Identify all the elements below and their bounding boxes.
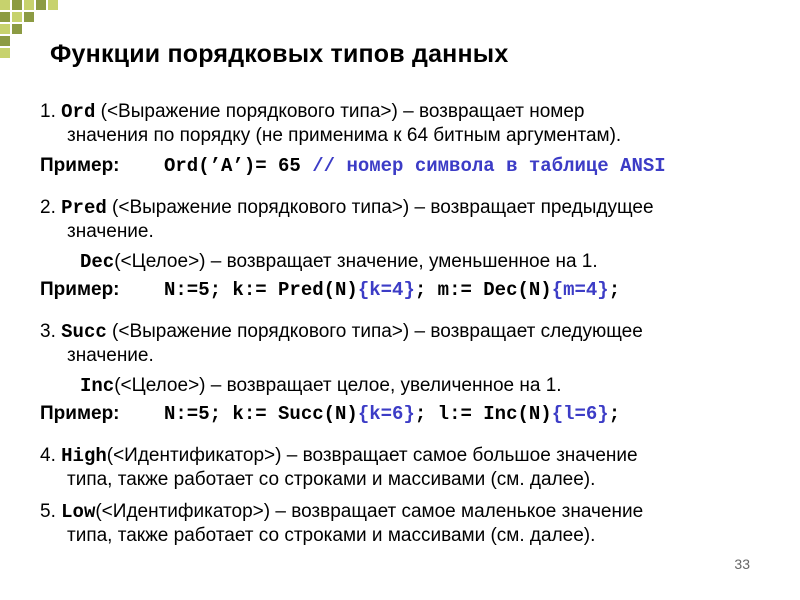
- item-high-line2: типа, также работает со строками и массивами (см. далее).: [67, 469, 596, 490]
- function-name: Pred: [61, 197, 107, 219]
- function-name: High: [61, 445, 107, 467]
- item-number: 1.: [40, 101, 56, 122]
- item-high-line1: [40, 444, 780, 468]
- deco-square: [24, 0, 34, 10]
- code-comment: {k=6}: [357, 403, 415, 425]
- item-low-line1: [40, 500, 780, 524]
- item-description: (<Идентификатор>) – возвращает самое большое значение: [106, 445, 638, 466]
- item-inc: [40, 374, 780, 398]
- item-pred-line1: [40, 196, 780, 220]
- slide-number: 33: [734, 556, 750, 572]
- example-code: ; m:= Dec(N): [414, 279, 552, 301]
- item-ord-line1: [40, 100, 780, 124]
- function-name: Succ: [61, 321, 107, 343]
- item-description: (<Выражение порядкового типа>) – возвращает предыдущее: [106, 197, 654, 218]
- example-label: Пример:: [40, 279, 120, 300]
- deco-square: [36, 0, 46, 10]
- deco-square: [12, 12, 22, 22]
- example-succ: [40, 402, 780, 426]
- item-number: 3.: [40, 321, 56, 342]
- item-succ-line2: значение.: [67, 345, 154, 366]
- example-pred: [40, 278, 780, 302]
- item-description: (<Идентификатор>) – возвращает самое маленькое значение: [95, 501, 644, 522]
- item-succ-line1: [40, 320, 780, 344]
- code-comment: {k=4}: [357, 279, 415, 301]
- deco-square: [0, 12, 10, 22]
- deco-square: [24, 12, 34, 22]
- code-comment: // номер символа в таблице ANSI: [312, 155, 666, 177]
- deco-square: [0, 48, 10, 58]
- code-comment: {m=4}: [551, 279, 609, 301]
- example-code: ;: [608, 279, 621, 301]
- deco-square: [0, 0, 10, 10]
- item-description: (<Целое>) – возвращает целое, увеличенное на 1.: [114, 375, 562, 396]
- function-name: Low: [61, 501, 96, 523]
- item-description: (<Целое>) – возвращает значение, уменьшенное на 1.: [114, 251, 598, 272]
- code-comment: {l=6}: [551, 403, 609, 425]
- deco-square: [12, 24, 22, 34]
- example-ord: [40, 154, 780, 178]
- deco-square: [12, 0, 22, 10]
- function-name: Dec: [80, 251, 115, 273]
- item-number: 5.: [40, 501, 56, 522]
- deco-square: [0, 36, 10, 46]
- item-description: (<Выражение порядкового типа>) – возвращает номер: [95, 101, 585, 122]
- item-ord-line2: значения по порядку (не применима к 64 битным аргументам).: [67, 125, 622, 146]
- deco-square: [0, 24, 10, 34]
- example-code: Ord(’A’)= 65: [164, 155, 313, 177]
- item-pred-line2: значение.: [67, 221, 154, 242]
- example-code: N:=5; k:= Pred(N): [164, 279, 358, 301]
- function-name: Ord: [61, 101, 96, 123]
- slide-title: Функции порядковых типов данных: [50, 40, 509, 68]
- item-dec: [40, 250, 780, 274]
- example-label: Пример:: [40, 155, 120, 176]
- item-description: (<Выражение порядкового типа>) – возвращает следующее: [106, 321, 643, 342]
- item-number: 4.: [40, 445, 56, 466]
- slide-content: [40, 100, 780, 548]
- example-code: ;: [608, 403, 621, 425]
- example-code: ; l:= Inc(N): [414, 403, 552, 425]
- function-name: Inc: [80, 375, 115, 397]
- example-label: Пример:: [40, 403, 120, 424]
- item-low-line2: типа, также работает со строками и массивами (см. далее).: [67, 525, 596, 546]
- deco-square: [48, 0, 58, 10]
- item-number: 2.: [40, 197, 56, 218]
- example-code: N:=5; k:= Succ(N): [164, 403, 358, 425]
